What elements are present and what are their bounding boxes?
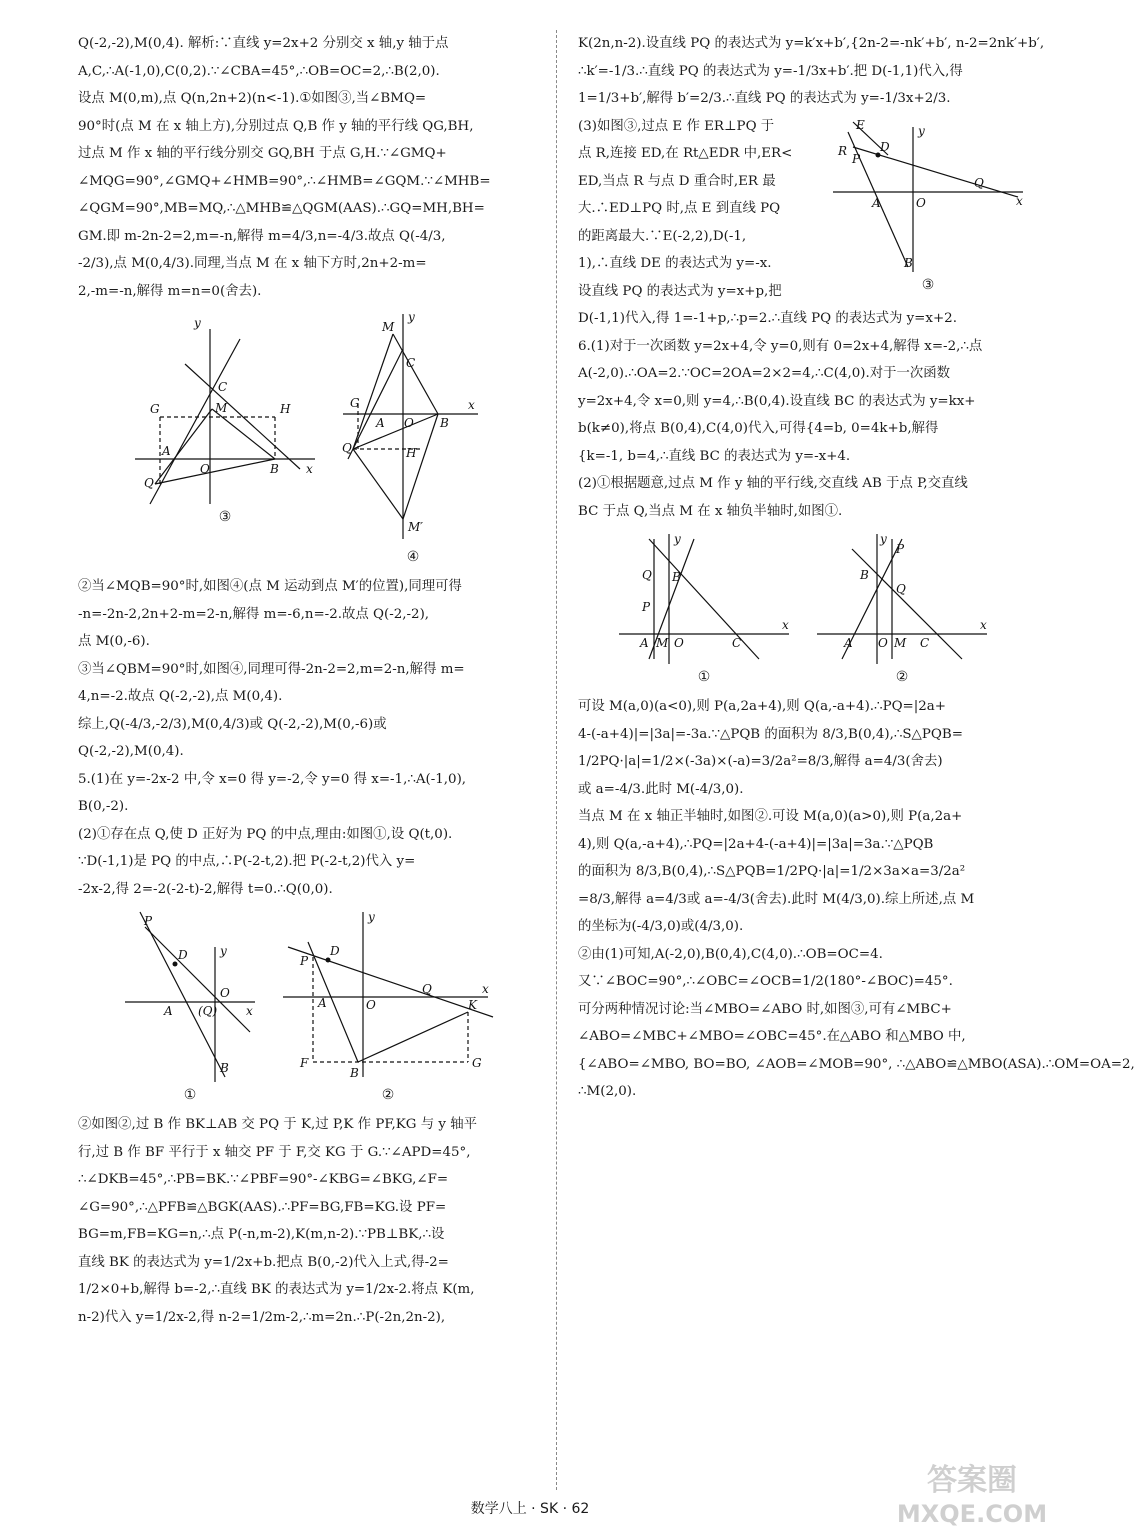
text-line: D(-1,1)代入,得 1=-1+p,∴p=2.∴直线 PQ 的表达式为 y=x+2. [578,311,957,326]
svg-text:M: M [656,636,669,650]
text-line: Q(-2,-2),M(0,4). 解析:∵直线 y=2x+2 分别交 x 轴,y 轴于点 [78,36,449,51]
svg-text:B: B [904,255,913,270]
text-line: B(0,-2). [78,799,129,814]
svg-text:O: O [366,998,376,1012]
watermark-line1: 答案圈 [927,1463,1017,1498]
figure-caption: ② [381,1087,395,1103]
text-line: ②由(1)可知,A(-2,0),B(0,4),C(4,0).∴OB=OC=4. [578,946,883,962]
svg-text:O: O [878,636,888,650]
text-line: 综上,Q(-4/3,-2/3),M(0,4/3)或 Q(-2,-2),M(0,-6)或 [78,716,387,732]
solution-block-6-part2 [578,693,1135,1106]
svg-text:B: B [672,570,681,584]
figure-row-6 [578,529,1028,685]
svg-text:Q: Q [896,582,906,596]
svg-text:M: M [382,320,395,334]
text-line: A(-2,0).∴OA=2.∵OC=2OA=2×2=4,∴C(4,0).对于一次函数 [578,366,951,381]
text-line: =8/3,解得 a=4/3或 a=-4/3(舍去).此时 M(4/3,0).综上所述,点 M [578,891,975,907]
text-line: ∴k′=-1/3.∴直线 PQ 的表达式为 y=-1/3x+b′.把 D(-1,1)代入,得 [578,63,963,79]
text-line: 行,过 B 作 BF 平行于 x 轴交 PF 于 F,交 KG 于 G.∵∠APD=45°, [78,1144,471,1160]
svg-text:C: C [920,636,930,650]
svg-text:y: y [220,944,227,958]
text-line: 或 a=-4/3.此时 M(-4/3,0). [578,781,744,797]
svg-text:M: M [215,401,228,415]
figure-caption: ③ [218,509,232,525]
svg-text:M: M [894,636,907,650]
text-line: y=2x+4,令 x=0,则 y=4,∴B(0,4).设直线 BC 的表达式为 y=kx+ [578,393,976,409]
text-line: ∠ABO=∠MBC+∠MBO=∠OBC=45°.在△ABO 和△MBO 中, [578,1029,966,1044]
svg-text:P: P [852,151,861,166]
svg-text:x: x [782,618,789,632]
svg-text:y: y [880,532,887,546]
figure-5-3-diagram [828,117,1028,277]
solution-block-5-part2 [78,1111,540,1331]
svg-text:M′: M′ [408,520,424,534]
svg-text:A: A [318,996,327,1010]
figure-5-1-diagram [120,907,260,1087]
svg-text:D: D [330,944,340,958]
text-line: (2)①根据题意,过点 M 作 y 轴的平行线,交直线 AB 于点 P,交直线 [578,476,968,491]
svg-text:A: A [872,195,881,210]
figure-caption: ② [895,669,909,685]
figure-6-2-diagram [812,529,992,669]
text-line: 4-(-a+4)|=|3a|=-3a.∵△PQB 的面积为 8/3,B(0,4),∴S△PQB= [578,726,963,742]
text-line: ③当∠QBM=90°时,如图④,同理可得-2n-2=2,m=2-n,解得 m= [78,661,465,677]
figure-6-1 [614,529,794,685]
svg-text:G: G [350,396,360,410]
text-line: {k=-1, b=4,∴直线 BC 的表达式为 y=-x+4. [578,448,851,464]
svg-text:x: x [306,462,313,476]
svg-text:G: G [472,1056,482,1070]
text-line: 1/2×0+b,解得 b=-2,∴直线 BK 的表达式为 y=1/2x-2.将点 K(m, [78,1282,475,1297]
text-line: 设点 M(0,m),点 Q(n,2n+2)(n<-1).①如图③,当∠BMQ= [78,91,427,106]
svg-text:H: H [406,446,417,460]
svg-text:x: x [246,1004,253,1018]
svg-text:D: D [880,139,890,154]
svg-text:P: P [896,542,905,556]
figure-5-3 [828,117,1028,293]
text-line: A,C,∴A(-1,0),C(0,2).∵∠CBA=45°,∴OB=OC=2,∴B(2,0). [78,63,440,79]
svg-text:B: B [270,462,279,476]
svg-text:O: O [404,416,414,430]
text-line: 1=1/3+b′,解得 b′=2/3.∴直线 PQ 的表达式为 y=-1/3x+2/3. [578,91,951,106]
solution-block-6-part1 [578,333,1028,526]
solution-block-4-part2 [78,573,540,903]
text-line: ∠QGM=90°,MB=MQ,∴△MHB≌△QGM(AAS).∴GQ=MH,BH= [78,201,485,216]
svg-text:A: A [844,636,853,650]
svg-text:P: P [144,914,153,928]
svg-text:E: E [856,117,865,132]
text-line: 的面积为 8/3,B(0,4),∴S△PQB=1/2PQ·|a|=1/2×3a×a=3/2a² [578,864,966,879]
text-line: 的坐标为(-4/3,0)或(4/3,0). [578,919,744,934]
text-line: ∴M(2,0). [578,1084,637,1099]
svg-text:H: H [280,402,291,416]
svg-text:Q: Q [974,175,984,190]
svg-text:x: x [482,982,489,996]
column-divider [556,30,557,1490]
svg-text:x: x [1016,193,1023,208]
svg-text:A: A [640,636,649,650]
svg-text:P: P [642,600,651,614]
text-line: K(2n,n-2).设直线 PQ 的表达式为 y=k′x+b′,{2n-2=-nk′+b′, n-2=2nk′+b′, [578,36,1045,51]
text-line: 的距离最大.∵E(-2,2),D(-1, [578,228,747,244]
text-line: 又∵∠BOC=90°,∴∠OBC=∠OCB=1/2(180°-∠BOC)=45°. [578,974,953,989]
text-line: -2x-2,得 2=-2(-2-t)-2,解得 t=0.∴Q(0,0). [78,881,333,897]
svg-text:y: y [674,532,681,546]
text-line: -n=-2n-2,2n+2-m=2-n,解得 m=-6,n=-2.故点 Q(-2,-2), [78,606,430,622]
text-line: 大.∴ED⊥PQ 时,点 E 到直线 PQ [578,201,781,216]
svg-text:A: A [376,416,385,430]
svg-text:B: B [440,416,449,430]
svg-text:x: x [980,618,987,632]
figure-4 [338,309,488,565]
left-column [78,30,540,1331]
svg-text:B: B [220,1061,229,1075]
svg-text:Q: Q [144,476,154,490]
text-line: 过点 M 作 x 轴的平行线分别交 GQ,BH 于点 G,H.∵∠GMQ+ [78,146,447,161]
watermark-line2: MXQE.COM [896,1500,1048,1528]
text-line: 当点 M 在 x 轴正半轴时,如图②.可设 M(a,0)(a>0),则 P(a,2a+ [578,809,963,824]
text-line: 设直线 PQ 的表达式为 y=x+p,把 [578,283,782,299]
solution-block-5-part3 [578,30,1045,113]
page-footer: 数学八上 · SK · 62 [470,1501,590,1517]
figure-5-2-diagram [278,907,498,1087]
svg-text:P: P [300,954,309,968]
text-line: ∠MQG=90°,∠GMQ+∠HMB=90°,∴∠HMB=∠GQM.∵∠MHB= [78,173,491,189]
svg-text:y: y [408,310,415,324]
text-line: 2,-m=-n,解得 m=n=0(舍去). [78,283,262,299]
text-line: 6.(1)对于一次函数 y=2x+4,令 y=0,则有 0=2x+4,解得 x=-2,∴点 [578,338,983,354]
text-line: BG=m,FB=KG=n,∴点 P(-n,m-2),K(m,n-2).∵PB⊥BK,∴设 [78,1227,445,1242]
svg-text:O: O [220,986,230,1000]
svg-text:C: C [732,636,742,650]
text-line: b(k≠0),将点 B(0,4),C(4,0)代入,可得{4=b, 0=4k+b,解得 [578,421,939,436]
svg-text:C: C [406,356,416,370]
text-line: 4),则 Q(a,-a+4),∴PQ=|2a+4-(-a+4)|=|3a|=3a.∵△PQB [578,836,934,852]
solution-block-4-part1 [78,30,540,305]
text-line: n-2)代入 y=1/2x-2,得 n-2=1/2m-2,∴m=2n.∴P(-2n,2n-2), [78,1309,446,1325]
figure-3 [130,309,320,565]
svg-text:O: O [916,195,926,210]
text-line: 90°时(点 M 在 x 轴上方),分别过点 Q,B 作 y 轴的平行线 QG,BH, [78,118,474,134]
svg-text:B: B [350,1066,359,1080]
solution-block-5-part4 [578,113,1028,333]
figure-5-2 [278,907,498,1103]
svg-text:y: y [194,316,201,330]
watermark-logo [892,1452,1052,1532]
text-line: 直线 BK 的表达式为 y=1/2x+b.把点 B(0,-2)代入上式,得-2= [78,1254,449,1270]
text-line: 1),∴直线 DE 的表达式为 y=-x. [578,256,772,271]
text-line: 1/2PQ·|a|=1/2×(-3a)×(-a)=3/2a²=8/3,解得 a=4/3(舍去) [578,754,943,769]
text-line: -2/3),点 M(0,4/3).同理,当点 M 在 x 轴下方时,2n+2-m= [78,256,427,271]
right-column [578,30,1135,1106]
text-line: 4,n=-2.故点 Q(-2,-2),点 M(0,4). [78,689,283,704]
figure-caption: ① [183,1087,197,1103]
figure-caption: ④ [406,549,420,565]
text-line: ED,当点 R 与点 D 重合时,ER 最 [578,173,776,189]
text-line: 可分两种情况讨论:当∠MBO=∠ABO 时,如图③,可有∠MBC+ [578,1001,952,1017]
svg-text:C: C [218,380,228,394]
figure-3-diagram [130,309,320,509]
svg-text:G: G [150,402,160,416]
text-line: ②当∠MQB=90°时,如图④(点 M 运动到点 M′的位置),同理可得 [78,579,462,594]
svg-text:y: y [918,123,925,138]
svg-text:D: D [178,948,188,962]
svg-text:K: K [468,998,477,1012]
figure-6-2 [812,529,992,685]
text-line: ②如图②,过 B 作 BK⊥AB 交 PQ 于 K,过 P,K 作 PF,KG 与 y 轴平 [78,1117,477,1132]
text-line: (2)①存在点 Q,使 D 正好为 PQ 的中点,理由:如图①,设 Q(t,0). [78,826,453,842]
text-line: 点 M(0,-6). [78,634,150,649]
svg-text:O: O [200,462,210,476]
text-line: (3)如图③,过点 E 作 ER⊥PQ 于 [578,118,775,134]
text-line: ∵D(-1,1)是 PQ 的中点,∴P(-2-t,2).把 P(-2-t,2)代入 y= [78,854,416,869]
figure-row-5 [78,907,540,1103]
text-line: 5.(1)在 y=-2x-2 中,令 x=0 得 y=-2,令 y=0 得 x=-1,∴A(-1,0), [78,771,467,787]
text-line: 点 R,连接 ED,在 Rt△EDR 中,ER< [578,146,793,161]
figure-caption: ① [697,669,711,685]
figure-caption: ③ [921,276,935,293]
text-line: ∠G=90°,∴△PFB≌△BGK(AAS).∴PF=BG,FB=KG.设 PF= [78,1199,447,1215]
svg-text:O: O [674,636,684,650]
text-line: BC 于点 Q,当点 M 在 x 轴负半轴时,如图①. [578,503,843,519]
svg-text:y: y [368,910,375,924]
figure-row-3-4 [78,309,540,565]
svg-text:B: B [860,568,869,582]
text-line: ∴∠DKB=45°,∴PB=BK.∵∠PBF=90°-∠KBG=∠BKG,∠F= [78,1172,449,1187]
svg-text:x: x [468,398,475,412]
svg-text:Q: Q [342,441,352,455]
figure-4-diagram [338,309,488,549]
svg-text:A: A [164,1004,173,1018]
svg-text:(Q): (Q) [198,1004,218,1018]
svg-text:Q: Q [422,982,432,996]
figure-6-1-diagram [614,529,794,669]
text-line: GM.即 m-2n-2=2,m=-n,解得 m=4/3,n=-4/3.故点 Q(-4/3, [78,228,446,244]
svg-text:A: A [162,444,171,458]
text-line: Q(-2,-2),M(0,4). [78,744,184,759]
svg-text:R: R [838,143,848,158]
svg-text:Q: Q [642,568,652,582]
text-line: {∠ABO=∠MBO, BO=BO, ∠AOB=∠MOB=90°, ∴△ABO≌△MBO(ASA).∴OM=OA=2, [578,1056,1135,1072]
text-line: 可设 M(a,0)(a<0),则 P(a,2a+4),则 Q(a,-a+4).∴PQ=|2a+ [578,699,947,714]
figure-5-1 [120,907,260,1103]
svg-text:F: F [300,1056,309,1070]
